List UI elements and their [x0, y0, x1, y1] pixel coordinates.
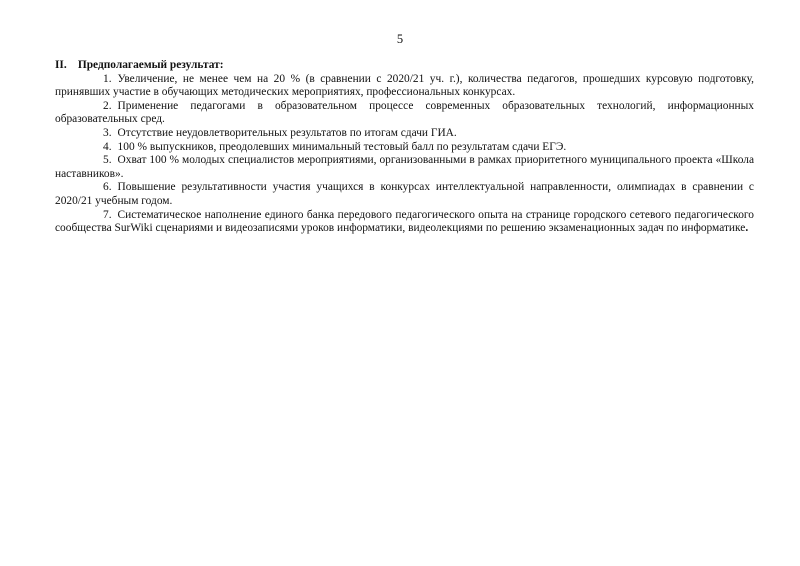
item-number: 1.: [103, 72, 112, 85]
item-number: 6.: [103, 181, 112, 194]
item-number: 7.: [103, 208, 112, 221]
list-item: [55, 154, 754, 181]
list-item: [55, 141, 754, 155]
item-text: Применение педагогами в образовательном процессе современных образовательных технологий, информационных образовательных сред.: [55, 99, 754, 126]
item-text: Охват 100 % молодых специалистов мероприятиями, организованными в рамках приоритетного муниципального проекта «Школа наставников».: [55, 154, 754, 180]
item-text: Повышение результативности участия учащихся в конкурсах интеллектуальной направленности, олимпиадах в сравнении с 2020/21 учебным годом.: [55, 181, 754, 207]
section-heading: [55, 59, 754, 73]
page-number: 5: [396, 32, 404, 46]
item-number: 3.: [103, 126, 112, 139]
item-number: 5.: [103, 154, 112, 167]
item-text: Отсутствие неудовлетворительных результатов по итогам сдачи ГИА.: [117, 126, 457, 139]
item-number: 4.: [103, 140, 112, 153]
item-end-mark: .: [745, 222, 749, 235]
item-text: Систематическое наполнение единого банка передового педагогического опыта на странице городского сетевого педагогического сообщества SurWiki сценариями и видеозаписями уроков информатики, видеолекциями по решению экзаменационных задач по информатике: [55, 208, 754, 235]
item-text: Увеличение, не менее чем на 20 % (в сравнении с 2020/21 уч. г.), количества педагогов, прошедших курсовую подготовку, принявших участие в обучающих методических мероприятиях, профессиональных конкурсах.: [55, 72, 754, 99]
section-expected-results: [55, 59, 754, 236]
list-item: [55, 127, 754, 141]
list-item: [55, 209, 754, 236]
section-title: Предполагаемый результат:: [77, 59, 224, 71]
list-item: [55, 73, 754, 100]
list-item: [55, 181, 754, 208]
item-text: 100 % выпускников, преодолевших минимальный тестовый балл по результатам сдачи ЕГЭ.: [117, 140, 567, 153]
list-item: [55, 100, 754, 127]
section-numeral: II.: [55, 59, 67, 71]
item-number: 2.: [103, 99, 112, 112]
